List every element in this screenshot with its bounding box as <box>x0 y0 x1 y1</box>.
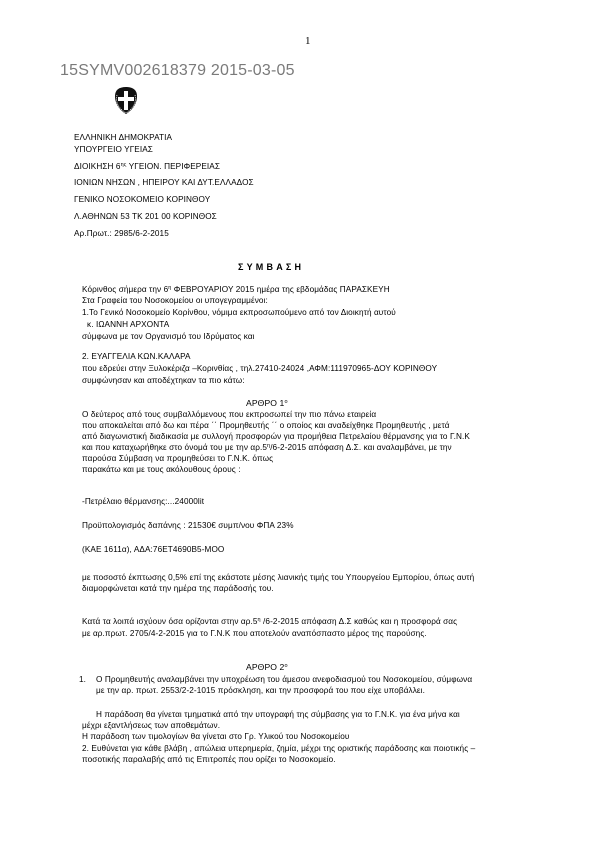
article2-line: Η παράδοση των τιμολογίων θα γίνεται στο Γρ. Υλικού του Νοσοκομείου <box>82 732 350 741</box>
item-kae-ada: (ΚΑΕ 1611α), ΑΔΑ:76ΕΤ4690Β5-ΜΟΟ <box>82 545 225 554</box>
discount-line: διαμορφώνεται κατά την ημέρα της παράδοσής του. <box>82 584 274 593</box>
intro-party1-line: 1.Το Γενικό Νοσοκομείο Κορίνθου, νόμιμα εκπροσωπούμενο από τον Διοικητή αυτού <box>82 308 396 317</box>
intro-director-line: κ. ΙΩΑΝΝΗ ΑΡΧΟΝΤΑ <box>87 320 170 329</box>
header-administration: ΔΙΟΙΚΗΣΗ $6^{\eta\varsigma}$ ΥΓΕΙΟΝ. ΠΕΡΙΦΕΡΕΙΑΣ <box>74 162 220 171</box>
party2-name: 2. ΕΥΑΓΓΕΛΙΑ ΚΩΝ.ΚΑΛΑΡΑ <box>82 352 191 361</box>
item-budget: Προϋπολογισμός δαπάνης : 21530€ συμπ/νου ΦΠΑ 23% <box>82 521 294 530</box>
intro-text-line: Στα Γραφεία του Νοσοκομείου οι υπογεγραμμένοι: <box>82 296 268 305</box>
greek-coat-of-arms-icon <box>113 86 139 115</box>
discount-line: με ποσοστό έκπτωσης 0,5% επί της εκάστοτε μέσης λιανικής τιμής του Υπουργείου Εμπορίου, όπως αυτή <box>82 573 475 582</box>
article1-line: από διαγωνιστική διαδικασία με συλλογή προσφορών για προμήθεια Πετρελαίου θέρμανσης για το Γ.Ν.Κ <box>82 432 470 441</box>
document-title: ΣΥΜΒΑΣΗ <box>238 262 305 272</box>
article2-heading: ΑΡΘΡΟ $2^o$ <box>246 662 288 672</box>
article1-line: παρούσα Σύμβαση να προμηθεύσει το Γ.Ν.Κ. όπως <box>82 454 274 463</box>
intro-organization-line: σύμφωνα με τον Οργανισμό του Ιδρύματος και <box>82 332 255 341</box>
article2-line: 2. Ευθύνεται για κάθε βλάβη , απώλεια υπερημερία, ζημία, μέχρι της οριστικής παράδοσης και ποιοτικής – <box>82 744 476 753</box>
article2-item-number: 1. <box>79 675 87 684</box>
intro-date-line: Κόρινθος σήμερα την $6^\eta$ ΦΕΒΡΟΥΑΡΙΟΥ 2015 ημέρα της εβδομάδας ΠΑΡΑΣΚΕΥΗ <box>82 285 390 294</box>
header-hospital: ΓΕΝΙΚΟ ΝΟΣΟΚΟΜΕΙΟ ΚΟΡΙΝΘΟΥ <box>74 195 211 204</box>
header-address: Λ.ΑΘΗΝΩΝ 53 ΤΚ 201 00 ΚΟΡΙΝΘΟΣ <box>74 212 217 221</box>
article1-line: που αποκαλείται από δω και πέρα ΄΄ Προμηθευτής ΄΄ ο οποίος και αναδείχθηκε Προμηθευτής , μετά <box>82 421 450 430</box>
article2-line: Ο Προμηθευτής αναλαμβάνει την υποχρέωση του άμεσου ανεφοδιασμού του Νοσοκομείου, σύμφωνα <box>96 675 473 684</box>
header-protocol-number: Αρ.Πρωτ.: 2985/6-2-2015 <box>74 229 169 238</box>
article1-line: Ο δεύτερος από τους συμβαλλόμενους που εκπροσωπεί την πιο πάνω εταιρεία <box>82 410 377 419</box>
terms-line: με αρ.πρωτ. 2705/4-2-2015 για το Γ.Ν.Κ που αποτελούν αναπόσπαστο μέρος της παρούσης. <box>82 629 427 638</box>
header-region: ΙΟΝΙΩΝ ΝΗΣΩΝ , ΗΠΕΙΡΟΥ ΚΑΙ ΔΥΤ.ΕΛΛΑΔΟΣ <box>74 178 254 187</box>
article2-line: με την αρ. πρωτ. 2553/2-2-1015 πρόσκληση, και την προσφορά του που είχε υποβάλλει. <box>96 686 425 695</box>
article1-line: παρακάτω και με τους ακόλουθους όρους : <box>82 465 241 474</box>
article2-line: Η παράδοση θα γίνεται τμηματικά από την υπογραφή της σύμβασης για το Γ.Ν.Κ. για ένα μήνα και <box>96 710 460 719</box>
item-fuel-quantity: -Πετρέλαιο θέρμανσης:...24000lit <box>82 497 205 506</box>
article1-line: και που καταχωρήθηκε στο όνομά του με την $\alpha\rho.5^\eta/6-2-2015$ απόφαση Δ.Σ. και αναλαμβάνει, με την <box>82 443 452 452</box>
header-ministry: ΥΠΟΥΡΓΕΙΟ ΥΓΕΙΑΣ <box>74 145 153 154</box>
page-number: 1 <box>305 35 311 47</box>
terms-line: Κατά τα λοιπά ισχύουν όσα ορίζονται στην $\alpha\rho.5^\eta$ /6-2-2015 απόφαση Δ.Σ καθώς και η προσφορά σας <box>82 617 458 626</box>
article2-line: ποσοτικής παραλαβής από τις Επιτροπές που ορίζει το Νοσοκομείο. <box>82 755 336 764</box>
article1-heading: ΑΡΘΡΟ $1^o$ <box>246 398 288 408</box>
header-country: ΕΛΛΗΝΙΚΗ ΔΗΜΟΚΡΑΤΙΑ <box>74 133 173 142</box>
article2-line: μέχρι εξαντλήσεως των αποθεμάτων. <box>82 721 221 730</box>
document-id: 15SYMV002618379 2015-03-05 <box>60 62 295 79</box>
party2-details: που εδρεύει στην Ξυλοκέριζα –Κορινθίας , τηλ.27410-24024 ,ΑΦΜ:111970965-ΔΟΥ ΚΟΡΙΝΘΟΥ <box>82 364 438 373</box>
party2-agreed: συμφώνησαν και αποδέχτηκαν τα πιο κάτω: <box>82 376 245 385</box>
